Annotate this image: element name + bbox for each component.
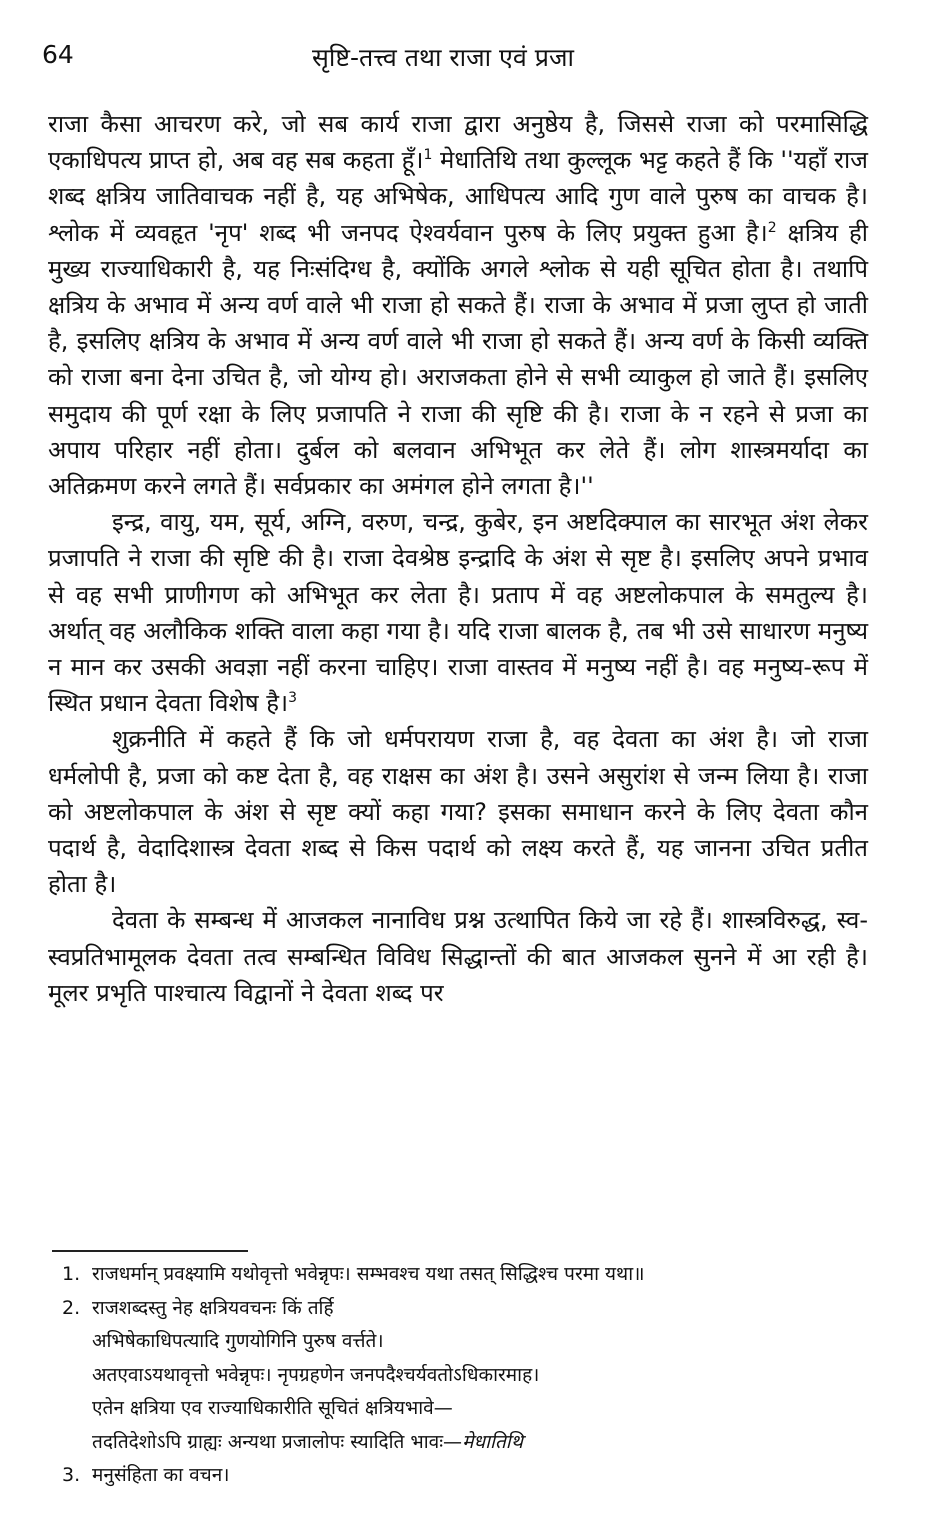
footnote-attribution: मेधातिथि (462, 1430, 523, 1453)
footnote-divider (52, 1250, 248, 1252)
footnote-ref: 2 (767, 219, 777, 236)
footnote-line: मनुसंहिता का वचन। (92, 1464, 230, 1486)
footnote-line-with-attribution (92, 1426, 539, 1460)
footnote-line: तदतिदेशोऽपि ग्राह्यः अन्यथा प्रजालोपः स्यादिति भावः— (92, 1430, 463, 1453)
footnote-body (92, 1459, 229, 1493)
paragraph-text: इन्द्र, वायु, यम, सूर्य, अग्नि, वरुण, चन्द्र, कुबेर, इन अष्टदिक्पाल का सारभूत अंश लेकर प्रजापति ने राजा की सृष्टि की है। राजा देवश्रेष्ठ इन्द्रादि के अंश से सृष्ट है। इसलिए अपने प्रभाव से वह सभी प्राणीगण को अभिभूत कर लेता है। प्रताप में वह अष्टलोकपाल के समतुल्य है। अर्थात् वह अलौकिक शक्ति वाला कहा गया है। यदि राजा बालक है, तब भी उसे साधारण मनुष्य न मान कर उसकी अवज्ञा नहीं करना चाहिए। राजा वास्तव में मनुष्य नहीं है। वह मनुष्य-रूप में स्थित प्रधान देवता विशेष है। (48, 508, 868, 718)
footnote-line: राजशब्दस्तु नेह क्षत्रियवचनः किं तर्हि (92, 1296, 334, 1319)
footnote-body (92, 1292, 539, 1460)
footnote-body (92, 1258, 645, 1292)
paragraph-2 (48, 504, 868, 721)
paragraph-text: मेधातिथि तथा कुल्लूक भट्ट कहते हैं कि ''यहाँ राज शब्द क्षत्रिय जातिवाचक नहीं है, यह अभिषेक, आधिपत्य आदि गुण वाले पुरुष का वाचक है। श्लोक में व्यवहृत 'नृप' शब्द भी जनपद ऐश्वर्यवान पुरुष के लिए प्रयुक्त हुआ है। (48, 146, 868, 247)
footnote-number: 1. (62, 1263, 81, 1285)
footnote-line: एतेन क्षत्रिया एव राज्याधिकारीति सूचितं क्षत्रियभावे— (92, 1397, 453, 1419)
footnote-line: अभिषेकाधिपत्यादि गुणयोगिनि पुरुष वर्त्तते। (92, 1330, 384, 1352)
footnotes (62, 1258, 882, 1493)
paragraph-text: शुक्रनीति में कहते हैं कि जो धर्मपरायण राजा है, वह देवता का अंश है। जो राजा धर्मलोपी है, प्रजा को कष्ट देता है, वह राक्षस का अंश है। उसने असुरांश से जन्म लिया है। राजा को अष्टलोकपाल के अंश से सृष्ट क्यों कहा गया? इसका समाधान करने के लिए देवता कौन पदार्थ है, वेदादिशास्त्र देवता शब्द से किस पदार्थ को लक्ष्य करते हैं, यह जानना उचित प्रतीत होता है। (48, 725, 868, 899)
paragraph-4 (48, 902, 868, 1011)
footnote-number: 3. (62, 1464, 81, 1486)
paragraph-text: क्षत्रिय ही मुख्य राज्याधिकारी है, यह निःसंदिग्ध है, क्योंकि अगले श्लोक से यही सूचित होता है। तथापि क्षत्रिय के अभाव में अन्य वर्ण वाले भी राजा हो सकते हैं। राजा के अभाव में प्रजा लुप्त हो जाती है, इसलिए क्षत्रिय के अभाव में अन्य वर्ण वाले भी राजा हो सकते हैं। अन्य वर्ण के किसी व्यक्ति को राजा बना देना उचित है, जो योग्य हो। अराजकता होने से सभी व्याकुल हो जाते हैं। इसलिए समुदाय की पूर्ण रक्षा के लिए प्रजापति ने राजा की सृष्टि की है। राजा के न रहने से प्रजा का अपाय परिहार नहीं होता। दुर्बल को बलवान अभिभूत कर लेते हैं। लोग शास्त्रमर्यादा का अतिक्रमण करने लगते हैं। सर्वप्रकार का अमंगल होने लगता है।'' (48, 218, 868, 501)
footnote-2 (62, 1292, 882, 1460)
footnote-line: अतएवाऽयथावृत्तो भवेन्नृपः। नृपग्रहणेन जनपदैश्चर्यवतोऽधिकारमाह। (92, 1363, 540, 1386)
paragraph-text: देवता के सम्बन्ध में आजकल नानाविध प्रश्न उत्थापित किये जा रहे हैं। शास्त्रविरुद्ध, स्व-स्वप्रतिभामूलक देवता तत्व सम्बन्धित विविध सिद्धान्तों की बात आजकल सुनने में आ रही है। मूलर प्रभृति पाश्चात्य विद्वानों ने देवता शब्द पर (48, 906, 868, 1007)
page-header (42, 40, 867, 80)
paragraph-text: राजा कैसा आचरण करे, जो सब कार्य राजा द्वारा अनुष्ठेय है, जिससे राजा को परमासिद्धि एकाधिपत्य प्राप्त हो, अब वह सब कहता हूँ। (48, 110, 868, 175)
main-text (48, 106, 868, 1011)
footnote-line: राजधर्मान् प्रवक्ष्यामि यथोवृत्तो भवेन्नृपः। सम्भवश्च यथा तसत् सिद्धिश्च परमा यथा॥ (92, 1263, 645, 1285)
footnote-1 (62, 1258, 882, 1292)
footnote-3 (62, 1459, 882, 1493)
footnote-ref: 3 (288, 690, 298, 707)
running-title: सृष्टि-तत्त्व तथा राजा एवं प्रजा (312, 43, 574, 72)
footnote-ref: 1 (423, 147, 433, 164)
page-number: 64 (42, 40, 74, 69)
paragraph-1 (48, 106, 868, 504)
paragraph-3 (48, 721, 868, 902)
footnote-number: 2. (62, 1296, 81, 1319)
